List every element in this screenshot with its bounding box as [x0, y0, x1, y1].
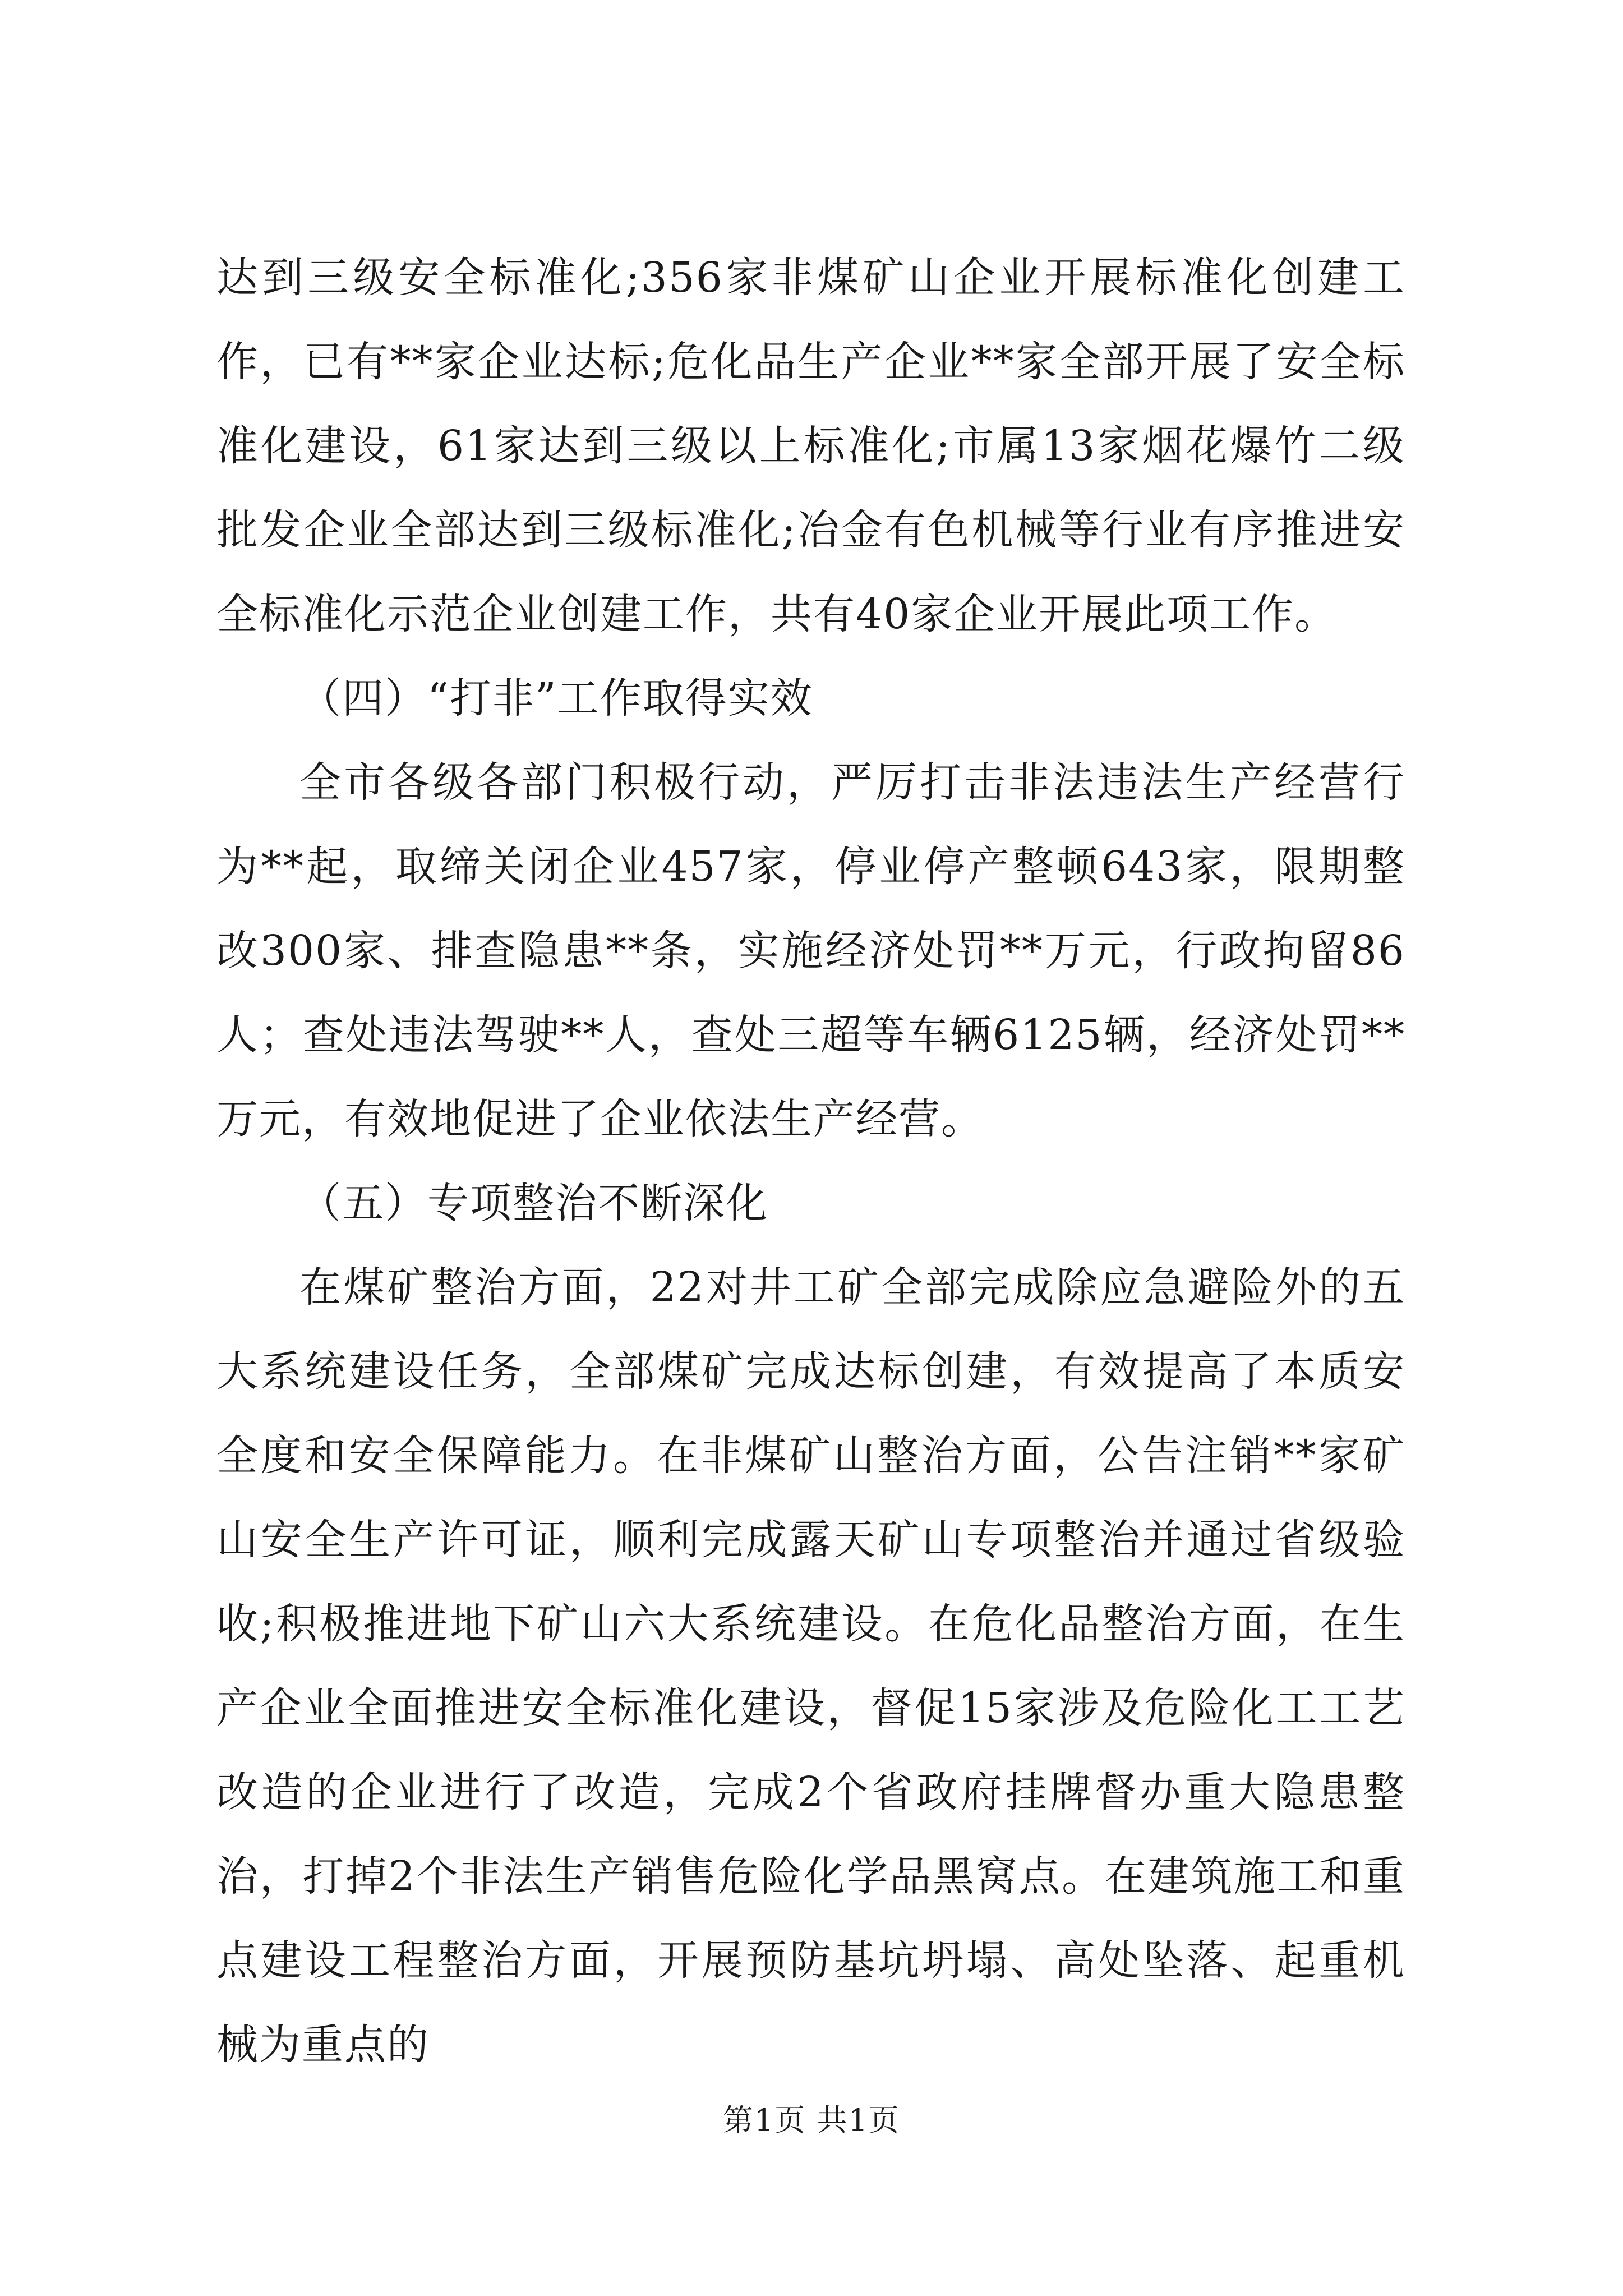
- paragraph-crackdown: 全市各级各部门积极行动，严厉打击非法违法生产经营行为**起，取缔关闭企业457家，停业停产整顿643家，限期整改300家、排查隐患**条，实施经济处罚**万元，行政拘留86人；查处违法驾驶**人，查处三超等车辆6125辆，经济处罚**万元，有效地促进了企业依法生产经营。: [216, 758, 1405, 1143]
- paragraph-standardization: 达到三级安全标准化;356家非煤矿山企业开展标准化创建工作，已有**家企业达标;危化品生产企业**家全部开展了安全标准化建设，61家达到三级以上标准化;市属13家烟花爆竹二级批发企业全部达到三级标准化;冶金有色机械等行业有序推进安全标准化示范企业创建工作，共有40家企业开展此项工作。: [216, 254, 1405, 638]
- section-heading-5: （五）专项整治不断深化: [299, 1179, 768, 1227]
- document-body: [216, 236, 1405, 2087]
- page-footer: 第1页 共1页: [723, 2102, 900, 2138]
- paragraph-special-rectification: 在煤矿整治方面，22对井工矿全部完成除应急避险外的五大系统建设任务，全部煤矿完成达标创建，有效提高了本质安全度和安全保障能力。在非煤矿山整治方面，公告注销**家矿山安全生产许可证，顺利完成露天矿山专项整治并通过省级验收;积极推进地下矿山六大系统建设。在危化品整治方面，在生产企业全面推进安全标准化建设，督促15家涉及危险化工工艺改造的企业进行了改造，完成2个省政府挂牌督办重大隐患整治，打掉2个非法生产销售危险化学品黑窝点。在建筑施工和重点建设工程整治方面，开展预防基坑坍塌、高处坠落、起重机械为重点的: [216, 1263, 1405, 2069]
- section-heading-4: （四）“打非”工作取得实效: [299, 674, 813, 723]
